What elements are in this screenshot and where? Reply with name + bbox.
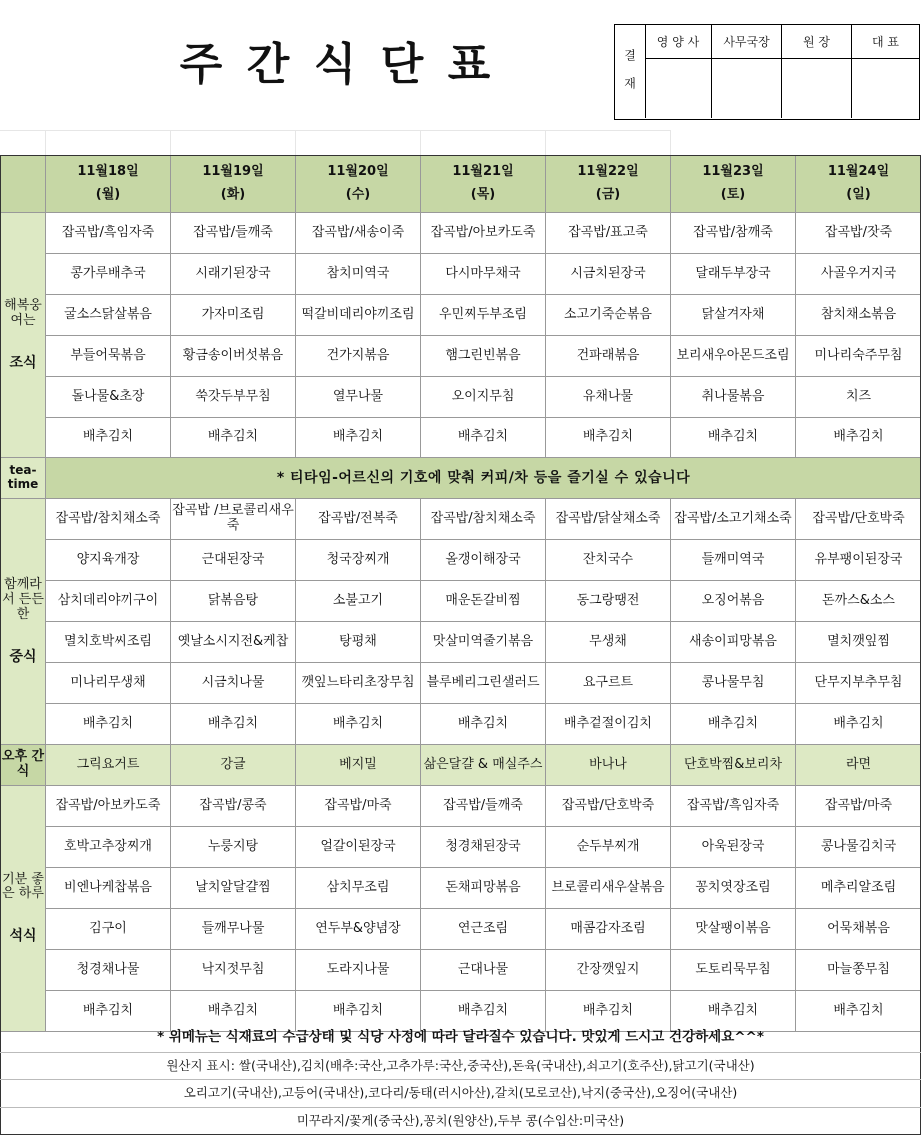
menu-item: 떡갈비데리야끼조림 [296, 295, 421, 336]
menu-item: 배추김치 [171, 704, 296, 745]
approval-box [614, 24, 920, 120]
menu-item: 들깨무나물 [171, 909, 296, 950]
menu-item: 잡곡밥/아보카도죽 [421, 213, 546, 254]
day-date: 11월18일 [77, 164, 139, 180]
day-of-week: (일) [846, 187, 871, 202]
menu-item: 닭살겨자채 [671, 295, 796, 336]
meal-row [1, 622, 921, 663]
menu-item: 가자미조림 [171, 295, 296, 336]
menu-item: 미나리숙주무침 [796, 336, 921, 377]
menu-item: 돈채피망볶음 [421, 868, 546, 909]
day-header [671, 156, 796, 213]
corner-cell [1, 156, 46, 213]
snack-item: 강글 [171, 745, 296, 786]
approval-header: 대 표 [852, 25, 919, 59]
snack-item: 바나나 [546, 745, 671, 786]
menu-item: 옛날소시지전&케찹 [171, 622, 296, 663]
day-date: 11월20일 [327, 164, 389, 180]
meal-row [1, 336, 921, 377]
menu-item: 닭볶음탕 [171, 581, 296, 622]
lunch-sublabel: 함께라서 든든한 [2, 577, 44, 622]
menu-item: 잡곡밥/잣죽 [796, 213, 921, 254]
menu-item: 무생채 [546, 622, 671, 663]
menu-item: 잡곡밥/콩죽 [171, 786, 296, 827]
meal-row [1, 377, 921, 418]
menu-item: 배추김치 [296, 991, 421, 1032]
day-header [421, 156, 546, 213]
menu-item: 잡곡밥/아보카도죽 [46, 786, 171, 827]
menu-item: 잡곡밥/닭살채소죽 [546, 499, 671, 540]
dinner-meal-name: 석식 [9, 928, 37, 945]
menu-item: 누룽지탕 [171, 827, 296, 868]
menu-item: 배추겉절이김치 [546, 704, 671, 745]
menu-item: 치즈 [796, 377, 921, 418]
weekly-menu-table [0, 155, 921, 1032]
approval-col [645, 25, 712, 118]
menu-item: 배추김치 [296, 418, 421, 458]
breakfast-sublabel: 해복웅 여는 [4, 298, 42, 328]
menu-item: 배추김치 [421, 704, 546, 745]
menu-item: 잡곡밥/표고죽 [546, 213, 671, 254]
menu-item: 잡곡밥 /브로콜리새우죽 [171, 499, 296, 540]
menu-item: 어묵채볶음 [796, 909, 921, 950]
menu-item: 잡곡밥/마죽 [296, 786, 421, 827]
menu-item: 시금치나물 [171, 663, 296, 704]
menu-item: 잡곡밥/참깨죽 [671, 213, 796, 254]
day-of-week: (목) [470, 187, 496, 202]
page-title [0, 28, 670, 92]
menu-item: 배추김치 [46, 418, 171, 458]
meal-row [1, 581, 921, 622]
lunch-meal-name: 중식 [9, 648, 37, 665]
menu-item: 배추김치 [421, 991, 546, 1032]
divider [670, 130, 671, 155]
meal-row [1, 786, 921, 827]
menu-item: 오징어볶음 [671, 581, 796, 622]
menu-item: 소불고기 [296, 581, 421, 622]
approval-header: 원 장 [782, 25, 851, 59]
menu-item: 배추김치 [46, 991, 171, 1032]
menu-item: 소고기죽순볶음 [546, 295, 671, 336]
menu-item: 낙지젓무침 [171, 950, 296, 991]
menu-item: 탕평채 [296, 622, 421, 663]
menu-item: 블루베리그린샐러드 [421, 663, 546, 704]
meal-row [1, 950, 921, 991]
menu-item: 오이지무침 [421, 377, 546, 418]
day-of-week: (월) [95, 187, 121, 202]
divider [545, 130, 546, 155]
menu-item: 도라지나물 [296, 950, 421, 991]
menu-item: 시래기된장국 [171, 254, 296, 295]
day-of-week: (토) [720, 187, 746, 202]
menu-item: 배추김치 [296, 704, 421, 745]
menu-item: 유채나물 [546, 377, 671, 418]
menu-item: 배추김치 [671, 418, 796, 458]
menu-item: 배추김치 [671, 991, 796, 1032]
menu-item: 근대나물 [421, 950, 546, 991]
menu-item: 잡곡밥/들깨죽 [171, 213, 296, 254]
snack-item: 단호박찜&보리차 [671, 745, 796, 786]
approval-label: 결 재 [615, 25, 646, 118]
menu-item: 잡곡밥/새송이죽 [296, 213, 421, 254]
menu-item: 간장깻잎지 [546, 950, 671, 991]
menu-item: 잔치국수 [546, 540, 671, 581]
menu-item: 햄그린빈볶음 [421, 336, 546, 377]
menu-item: 맛살미역줄기볶음 [421, 622, 546, 663]
menu-item: 유부팽이된장국 [796, 540, 921, 581]
header-row [1, 156, 921, 213]
day-header [546, 156, 671, 213]
menu-item: 멸치호박씨조림 [46, 622, 171, 663]
day-date: 11월22일 [577, 164, 639, 180]
menu-item: 매콤감자조림 [546, 909, 671, 950]
menu-item: 양지육개장 [46, 540, 171, 581]
day-date: 11월21일 [452, 164, 514, 180]
menu-item: 우민찌두부조림 [421, 295, 546, 336]
menu-item: 청경채나물 [46, 950, 171, 991]
day-of-week: (수) [345, 187, 371, 202]
menu-item: 삼치데리야끼구이 [46, 581, 171, 622]
divider [420, 130, 421, 155]
menu-item: 참치채소볶음 [796, 295, 921, 336]
snack-label: 오후 간식 [1, 745, 46, 786]
menu-item: 미나리무생채 [46, 663, 171, 704]
divider [295, 130, 296, 155]
meal-row [1, 418, 921, 458]
tea-row [1, 458, 921, 499]
menu-item: 배추김치 [171, 991, 296, 1032]
meal-row [1, 909, 921, 950]
menu-item: 연두부&양념장 [296, 909, 421, 950]
tea-notice: * 티타임-어르신의 기호에 맞춰 커피/차 등을 즐기실 수 있습니다 [46, 458, 921, 499]
day-date: 11월24일 [827, 164, 890, 180]
title-char: 표 [447, 39, 491, 90]
menu-item: 요구르트 [546, 663, 671, 704]
menu-item: 콩나물무침 [671, 663, 796, 704]
menu-item: 다시마무채국 [421, 254, 546, 295]
snack-item: 베지밀 [296, 745, 421, 786]
approval-header: 사무국장 [712, 25, 781, 59]
meal-row [1, 540, 921, 581]
divider [170, 130, 171, 155]
menu-item: 건가지볶음 [296, 336, 421, 377]
menu-item: 순두부찌개 [546, 827, 671, 868]
menu-item: 콩나물김치국 [796, 827, 921, 868]
menu-item: 돈까스&소스 [796, 581, 921, 622]
meal-row [1, 499, 921, 540]
dinner-sublabel: 기분 좋은 하루 [2, 871, 44, 902]
menu-item: 잡곡밥/들깨죽 [421, 786, 546, 827]
menu-item: 도토리묵무침 [671, 950, 796, 991]
menu-item: 날치알달걀찜 [171, 868, 296, 909]
origin-line-1: 원산지 표시: 쌀(국내산),김치(배추:국산,고추가루:국산,중국산),돈육(국내산),쇠고기(호주산),닭고기(국내산) [166, 1058, 755, 1073]
menu-item: 잡곡밥/흑임자죽 [46, 213, 171, 254]
menu-item: 잡곡밥/단호박죽 [546, 786, 671, 827]
menu-item: 아욱된장국 [671, 827, 796, 868]
approval-col [852, 25, 919, 118]
menu-item: 배추김치 [796, 704, 921, 745]
menu-item: 배추김치 [671, 704, 796, 745]
menu-item: 돌나물&초장 [46, 377, 171, 418]
approval-col [712, 25, 782, 118]
meal-row [1, 295, 921, 336]
snack-row [1, 745, 921, 786]
tea-label: tea-time [1, 458, 46, 499]
day-of-week: (화) [220, 187, 246, 202]
meal-row [1, 704, 921, 745]
menu-item: 달래두부장국 [671, 254, 796, 295]
menu-item: 보리새우아몬드조림 [671, 336, 796, 377]
menu-item: 꽁치엿장조림 [671, 868, 796, 909]
menu-item: 배추김치 [546, 418, 671, 458]
meal-row [1, 254, 921, 295]
menu-item: 콩가루배추국 [46, 254, 171, 295]
menu-notice: * 위메뉴는 식재료의 수급상태 및 식당 사정에 따라 달라질수 있습니다. 맛있게 드시고 건강하세요^^* [157, 1029, 764, 1045]
day-header [46, 156, 171, 213]
menu-item: 동그랑땡전 [546, 581, 671, 622]
day-header [796, 156, 921, 213]
divider [45, 130, 46, 155]
menu-item: 잡곡밥/전복죽 [296, 499, 421, 540]
origin-line-2: 오리고기(국내산),고등어(국내산),코다리/동태(러시아산),갈치(모로코산),낙지(중국산),오징어(국내산) [183, 1085, 738, 1100]
menu-item: 메추리알조림 [796, 868, 921, 909]
menu-item: 맛살팽이볶음 [671, 909, 796, 950]
menu-item: 호박고추장찌개 [46, 827, 171, 868]
menu-item: 배추김치 [421, 418, 546, 458]
snack-item: 라면 [796, 745, 921, 786]
menu-item: 김구이 [46, 909, 171, 950]
day-header [296, 156, 421, 213]
menu-item: 사골우거지국 [796, 254, 921, 295]
menu-item: 쑥갓두부무침 [171, 377, 296, 418]
meal-row [1, 827, 921, 868]
menu-item: 근대된장국 [171, 540, 296, 581]
menu-item: 삼치무조림 [296, 868, 421, 909]
snack-item: 그릭요거트 [46, 745, 171, 786]
menu-item: 얼갈이된장국 [296, 827, 421, 868]
menu-item: 배추김치 [796, 991, 921, 1032]
title-char: 식 [313, 39, 357, 90]
menu-item: 배추김치 [796, 418, 921, 458]
day-header [171, 156, 296, 213]
menu-item: 잡곡밥/흑임자죽 [671, 786, 796, 827]
menu-item: 부들어묵볶음 [46, 336, 171, 377]
menu-item: 브로콜리새우살볶음 [546, 868, 671, 909]
menu-item: 건파래볶음 [546, 336, 671, 377]
menu-item: 깻잎느타리초장무침 [296, 663, 421, 704]
menu-item: 배추김치 [171, 418, 296, 458]
day-date: 11월19일 [202, 164, 264, 180]
menu-item: 잡곡밥/참치채소죽 [421, 499, 546, 540]
day-date: 11월23일 [702, 164, 764, 180]
menu-item: 황금송이버섯볶음 [171, 336, 296, 377]
menu-item: 굴소스닭살볶음 [46, 295, 171, 336]
approval-header: 영 양 사 [645, 25, 711, 59]
dinner-label [1, 786, 46, 1032]
menu-item: 배추김치 [546, 991, 671, 1032]
menu-item: 잡곡밥/마죽 [796, 786, 921, 827]
divider [0, 130, 670, 131]
menu-item: 참치미역국 [296, 254, 421, 295]
menu-item: 배추김치 [46, 704, 171, 745]
approval-col [782, 25, 852, 118]
menu-item: 새송이피망볶음 [671, 622, 796, 663]
menu-item: 들깨미역국 [671, 540, 796, 581]
menu-item: 시금치된장국 [546, 254, 671, 295]
origin-line-3: 미꾸라지/꽃게(중국산),꽁치(원양산),두부 콩(수입산:미국산) [296, 1113, 625, 1128]
menu-item: 열무나물 [296, 377, 421, 418]
menu-item: 취나물볶음 [671, 377, 796, 418]
menu-item: 청경채된장국 [421, 827, 546, 868]
menu-item: 단무지부추무침 [796, 663, 921, 704]
breakfast-label [1, 213, 46, 458]
title-char: 간 [246, 39, 290, 90]
title-char: 단 [380, 39, 424, 90]
menu-item: 청국장찌개 [296, 540, 421, 581]
menu-item: 비엔나케찹볶음 [46, 868, 171, 909]
day-of-week: (금) [595, 187, 621, 202]
menu-item: 올갱이해장국 [421, 540, 546, 581]
menu-item: 잡곡밥/소고기채소죽 [671, 499, 796, 540]
menu-item: 마늘쫑무침 [796, 950, 921, 991]
menu-item: 연근조림 [421, 909, 546, 950]
breakfast-meal-name: 조식 [9, 354, 37, 371]
lunch-label [1, 499, 46, 745]
menu-item: 매운돈갈비찜 [421, 581, 546, 622]
meal-row [1, 663, 921, 704]
menu-item: 잡곡밥/참치채소죽 [46, 499, 171, 540]
menu-item: 멸치깻잎찜 [796, 622, 921, 663]
meal-row [1, 868, 921, 909]
meal-row [1, 213, 921, 254]
snack-item: 삶은달걀 & 매실주스 [421, 745, 546, 786]
menu-item: 잡곡밥/단호박죽 [796, 499, 921, 540]
title-char: 주 [179, 39, 223, 90]
